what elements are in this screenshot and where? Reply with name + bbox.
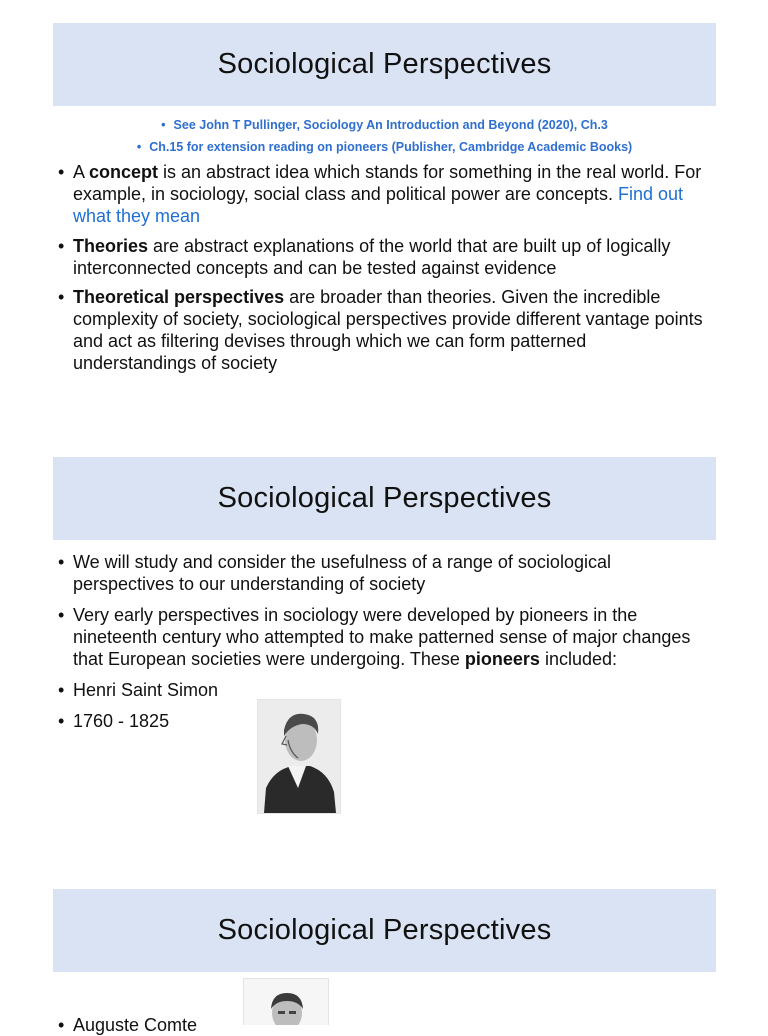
bullet-concept: • A concept is an abstract idea which stands for something in the real world. For example, in sociology, social class and political power are concepts. Find out what they mean (58, 161, 708, 227)
bullet-theories: • Theories are abstract explanations of the world that are built up of logically interconnected concepts and can be tested against evidence (58, 235, 708, 279)
bullet-usefulness: • We will study and consider the usefulness of a range of sociological perspectives to our understanding of society (58, 551, 708, 595)
bullet-auguste-comte: • Auguste Comte (58, 1014, 358, 1036)
bullet-henri-saint-simon: • Henri Saint Simon (58, 679, 708, 701)
comte-portrait-illustration (244, 979, 328, 1025)
pioneers-term: pioneers (464, 649, 540, 669)
slide-3-title-band (53, 889, 716, 972)
bullet-early-perspectives: • Very early perspectives in sociology were developed by pioneers in the nineteenth century who attempted to make patterned sense of major changes that European societies were undergoing. These pioneers included: (58, 604, 708, 670)
slide-3-title: Sociological Perspectives (217, 914, 552, 946)
bullet-saint-simon-dates: • 1760 - 1825 (58, 710, 708, 732)
theories-term: Theories (73, 236, 149, 256)
portrait-illustration (258, 700, 340, 813)
slide-1-title-band (53, 23, 716, 106)
bullet-theoretical-perspectives: • Theoretical perspectives are broader than theories. Given the incredible complexity of society, sociological perspectives provide different vantage points and act as filtering devises through which we can form patterned understandings of society (58, 286, 708, 374)
henri-saint-simon-portrait (257, 699, 341, 814)
slide-1-bullet-list (58, 161, 708, 374)
slide-1-references (53, 114, 716, 158)
reference-line-2: • Ch.15 for extension reading on pioneers (Publisher, Cambridge Academic Books) (53, 136, 716, 158)
slide-2-title: Sociological Perspectives (217, 482, 552, 514)
reference-line-1: • See John T Pullinger, Sociology An Introduction and Beyond (2020), Ch.3 (53, 114, 716, 136)
auguste-comte-portrait (243, 978, 329, 1025)
slide-2-title-band (53, 457, 716, 540)
theoretical-perspectives-term: Theoretical perspectives (73, 287, 285, 307)
slide-2-bullet-list (58, 551, 708, 732)
concept-term: concept (89, 162, 159, 182)
slide-1-title: Sociological Perspectives (217, 48, 552, 80)
find-out-link[interactable]: Find out what they mean (73, 184, 683, 226)
